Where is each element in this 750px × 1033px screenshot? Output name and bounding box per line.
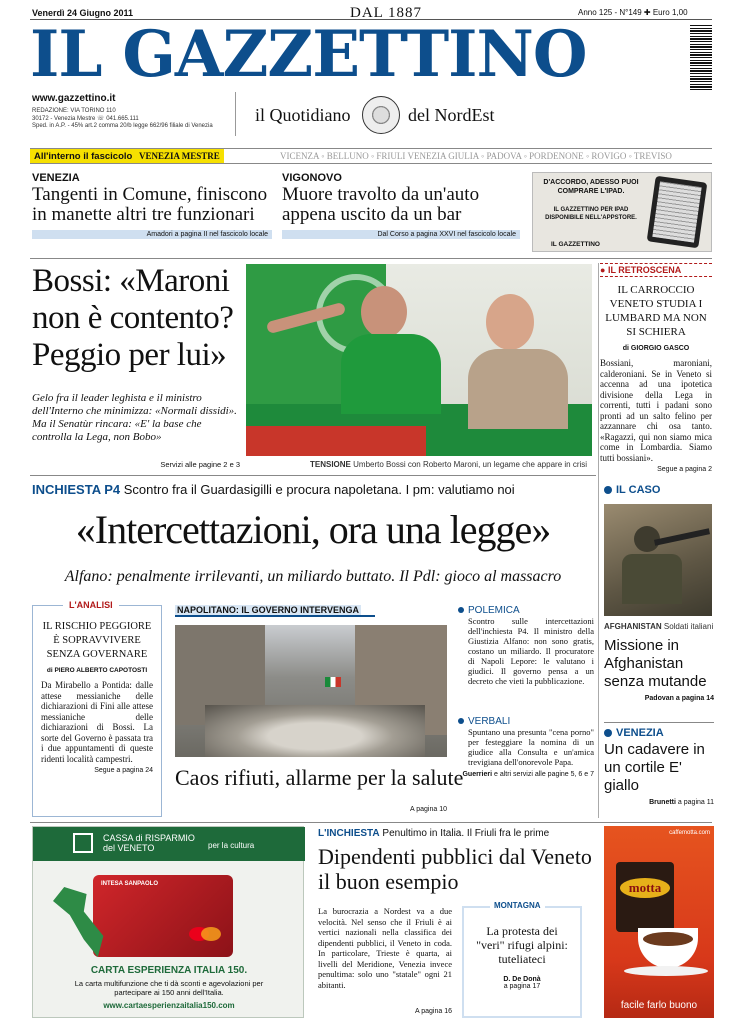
- edition-name: VENEZIA MESTRE: [138, 151, 220, 161]
- credit-card-icon: INTESA SANPAOLO: [93, 875, 233, 957]
- issue-date: Venerdì 24 Giugno 2011: [32, 8, 134, 18]
- anno-numero: Anno 125 - N°149 ✚ Euro 1,00: [578, 8, 688, 17]
- retroscena-box[interactable]: ● IL RETROSCENA IL CARROCCIO VENETO STUDIA I LUMBARD MA NON SI SCHIERA di GIORGIO GASCO Bossiani, maroniani, calderoniani. Se in Veneto si accenna ad una ipotetica divisione della Lega in correnti, tutti i padani sono pronti ad un salto felino per azzannare chi osa tanto. «Ragazzi, qui non siamo mica come in Lombardia. Siamo tutti bossiani». Segue a pagina 2: [600, 265, 712, 473]
- napoli-headline[interactable]: Caos rifiuti, allarme per la salute: [175, 765, 464, 790]
- address: 30172 - Venezia Mestre ☏ 041.665.111: [32, 115, 139, 122]
- story-vigonovo[interactable]: VIGONOVO Muore travolto da un'auto appena uscito da un bar Dal Corso a pagina XXVI nel fascicolo locale: [282, 172, 520, 239]
- ad-motta[interactable]: caffemotta.com motta facile farlo buono: [604, 826, 714, 1018]
- tagline-left: il Quotidiano: [255, 105, 351, 125]
- bossi-headline[interactable]: Bossi: «Maroni non è contento? Peggio per lui»: [32, 263, 234, 373]
- edition-bar: [30, 148, 712, 164]
- bossi-ref: Servizi alle pagine 2 e 3: [160, 460, 240, 469]
- rifiuti-photo: [175, 625, 447, 757]
- bank-logo-icon: [73, 833, 93, 853]
- other-editions: VICENZA ◦ BELLUNO ◦ FRIULI VENEZIA GIULIA ◦ PADOVA ◦ PORDENONE ◦ ROVIGO ◦ TREVISO: [280, 151, 672, 161]
- story-venezia-tangenti[interactable]: VENEZIA Tangenti in Comune, finiscono in manette altri tre funzionari Amadori a pagina II nel fascicolo locale: [32, 172, 272, 239]
- lion-logo-icon: [362, 96, 400, 134]
- p4-kicker: INCHIESTA P4 Scontro fra il Guardasigilli e procura napoletana. I pm: valutiamo noi: [32, 482, 515, 497]
- spedizione: Sped. in A.P. - 45% art.2 comma 20/b legge 662/96 filiale di Venezia: [32, 123, 213, 129]
- tagline-right: del NordEst: [408, 105, 495, 125]
- bossi-summary: Gelo fra il leader leghista e il ministro dell'Interno che minimizza: «Normali dissidi». Ma il Senatùr rincara: «E' la base che controlla la Lega, non Bobo»: [32, 392, 237, 443]
- ad-cassa-risparmio[interactable]: CASSA di RISPARMIO del VENETO per la cultura INTESA SANPAOLO CARTA ESPERIENZA ITALIA 150. La carta multifunzione che ti dà sconti e agevolazioni per partecipare ai 150 anni dell'Italia. www.cartaesperienzaitalia150.com: [32, 826, 304, 1018]
- inchiesta-kicker: L'INCHIESTA Penultimo in Italia. Il Friuli fra le prime: [318, 828, 550, 839]
- ipad-icon: [647, 176, 708, 249]
- website-link[interactable]: www.gazzettino.it: [32, 93, 116, 104]
- p4-headline[interactable]: «Intercettazioni, ora una legge»: [75, 507, 551, 552]
- inchiesta-ref: A pagina 16: [415, 1008, 452, 1015]
- coffee-package-icon: motta: [616, 862, 674, 932]
- il-caso-box[interactable]: IL CASO AFGHANISTAN Soldati italiani Missione in Afghanistan senza mutande Padovan a pagina 14: [604, 484, 714, 702]
- barcode-icon: [690, 24, 712, 90]
- polemica-box[interactable]: POLEMICA Scontro sulle intercettazioni dell'inchiesta P4. Il ministro della Giustizia Alfano: non sono gratis, costano un miliardo. Il procuratore di Napoli Lepore: le valutano i giudici. Il governo pensa a un decreto che vieti la pubblicazione.: [458, 605, 594, 686]
- inchiesta-body: La burocrazia a Nordest va a due velocità. Nel senso che il Friuli è ai vertici nazionali nella classifica dei dipendenti pubblici, il Veneto in coda. In particolare, Trieste è quarta, ai livelli del Meridione, Venezia invece penultima: solo uno "statale" ogni 21 abitanti.: [318, 906, 452, 990]
- redazione: REDAZIONE: VIA TORINO 110: [32, 108, 116, 114]
- ipad-promo[interactable]: D'ACCORDO, ADESSO PUOI COMPRARE L'IPAD. IL GAZZETTINO PER IPAD DISPONIBILE NELL'APPSTORE. IL GAZZETTINO: [532, 172, 712, 252]
- p4-summary: Alfano: penalmente irrilevanti, un miliardo buttato. Il Pdl: gioco al massacro: [64, 568, 562, 585]
- headline: Tangenti in Comune, finiscono in manette altri tre funzionari: [32, 184, 268, 225]
- newspaper-title: IL GAZZETTINO: [30, 17, 587, 92]
- dal-1887: DAL 1887: [350, 5, 423, 21]
- napoli-ref: A pagina 10: [410, 806, 447, 813]
- headline: Muore travolto da un'auto appena uscito da un bar: [282, 184, 480, 225]
- analisi-box[interactable]: L'ANALISI IL RISCHIO PEGGIORE È SOPRAVVIVERE SENZA GOVERNARE di PIERO ALBERTO CAPOTOSTI Da Mirabello a Pontida: dalle attese messianiche delle dichiarazioni di Fini alle attese messianiche delle dichiarazioni di Bossi. La sorte del Governo è passata tra i due appuntamenti di queste ridenti località campestri. Segue a pagina 24: [32, 605, 162, 817]
- edition-label: All'interno il fascicolo: [34, 151, 133, 162]
- soldiers-photo: [604, 504, 712, 616]
- verbali-box[interactable]: VERBALI Spuntano una presunta "cena porno" per festeggiare la nomina di un giudice alla Consulta e un'amica trevigiana dell'onorevole Papa. Guerrieri e altri servizi alle pagine 5, 6 e 7: [458, 716, 594, 778]
- inchiesta-headline[interactable]: Dipendenti pubblici dal Veneto il buon esempio: [318, 844, 592, 894]
- venezia-cadavere-box[interactable]: VENEZIA Un cadavere in un cortile E' giallo Brunetti a pagina 11: [604, 722, 714, 806]
- bossi-caption: TENSIONE Umberto Bossi con Roberto Maroni, un legame che appare in crisi: [310, 460, 588, 469]
- bossi-maroni-photo: [246, 264, 592, 456]
- napoli-label: NAPOLITANO: IL GOVERNO INTERVENGA: [175, 605, 375, 617]
- montagna-box[interactable]: MONTAGNA La protesta dei "veri" rifugi alpini: tuteliateci D. De Donà a pagina 17: [462, 906, 582, 1018]
- coffee-cup-icon: [638, 928, 698, 968]
